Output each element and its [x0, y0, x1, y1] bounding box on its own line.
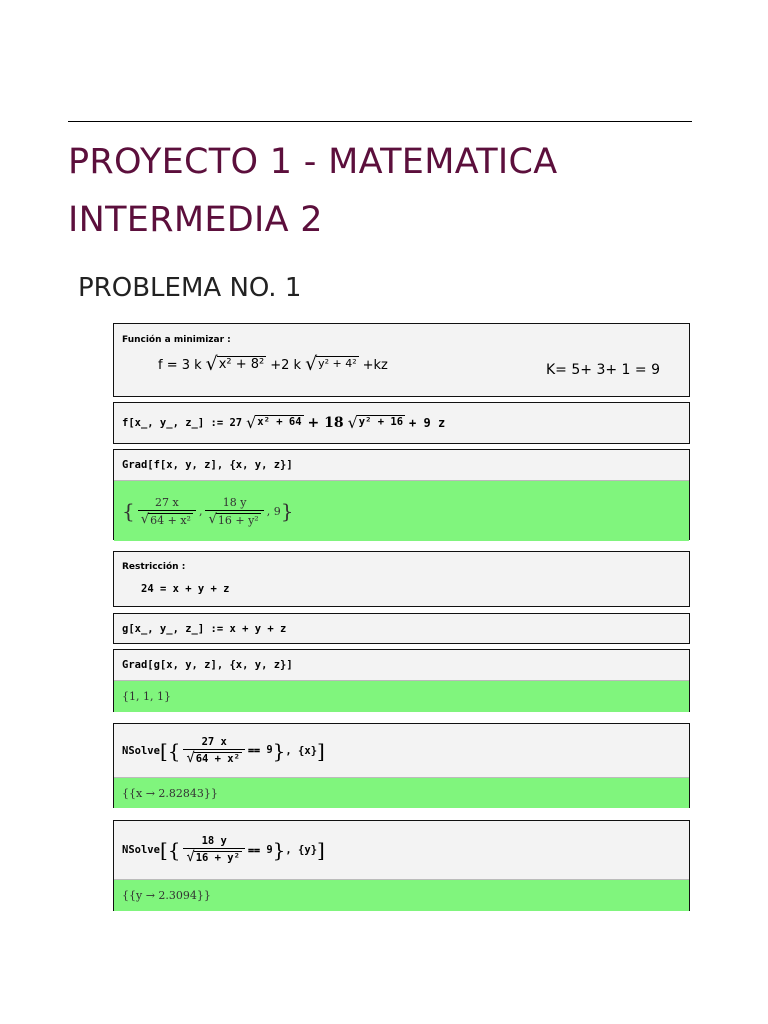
cell-g-definition[interactable]: g[x_, y_, z_] := x + y + z — [113, 613, 690, 644]
nsolve-x-var: {x} — [298, 744, 318, 757]
cell-function-definition — [113, 323, 690, 397]
cell-grad-g — [113, 649, 690, 712]
function-label: Función a minimizar : — [122, 335, 231, 345]
sqrt-expression-1: √ x² + 8² — [205, 354, 265, 375]
restriction-label: Restricción : — [122, 562, 186, 572]
grad-f-fraction-1: 27 x √ 64 + x² — [138, 496, 196, 527]
bracket-open: [{ — [159, 738, 181, 763]
grad-g-input[interactable]: Grad[g[x, y, z], {x, y, z}] — [122, 659, 293, 671]
nsolve-x-fraction: 27 x √ 64 + x² — [183, 736, 244, 766]
nsolve-x-head: NSolve — [122, 744, 160, 757]
nsolve-y-fraction: 18 y √ 16 + y² — [183, 835, 244, 865]
nsolve-x-rhs: ⩵ 9 — [247, 744, 273, 756]
grad-f-fraction-2: 18 y √ 16 + y² — [205, 496, 263, 527]
nsolve-x-output: {{x → 2.82843}} — [114, 777, 689, 808]
bracket-close: ] — [317, 838, 325, 862]
nsolve-y-output: {{y → 2.3094}} — [114, 879, 689, 911]
problem-heading: PROBLEMA NO. 1 — [78, 273, 302, 303]
sqrt-expression-2: √ y² + 4² — [305, 354, 357, 375]
f-mid: + 18 — [307, 415, 344, 431]
brace-open: { — [122, 499, 135, 523]
restriction-equation: 24 = x + y + z — [141, 583, 230, 595]
title-line-2: INTERMEDIA 2 — [68, 200, 323, 240]
nsolve-y-rhs: ⩵ 9 — [247, 843, 273, 856]
top-rule — [68, 121, 692, 122]
bracket-open: [{ — [159, 838, 181, 862]
bracket-close: ] — [317, 738, 325, 763]
cell-restriction — [113, 551, 690, 607]
f-sqrt-2: √ y² + 16 — [347, 413, 404, 433]
formula-prefix: f = 3 k — [158, 357, 202, 373]
grad-f-input[interactable]: Grad[f[x, y, z], {x, y, z}] — [122, 459, 293, 471]
title-line-1: PROYECTO 1 - MATEMATICA — [68, 142, 558, 182]
formula-mid: +2 k — [270, 357, 302, 373]
f-definition-lhs: f[x_, y_, z_] := 27 — [122, 417, 243, 429]
grad-f-last: 9 — [273, 504, 281, 518]
grad-g-output: {1, 1, 1} — [114, 680, 689, 712]
k-definition: K= 5+ 3+ 1 = 9 — [546, 362, 660, 378]
page-title — [68, 133, 708, 249]
cell-grad-f — [113, 449, 690, 540]
brace-close: } — [272, 738, 286, 763]
formula-suffix: +kz — [362, 357, 388, 373]
comma: , — [266, 504, 274, 518]
comma: , — [198, 504, 203, 518]
grad-f-output — [114, 480, 689, 541]
f-end: + 9 z — [409, 416, 446, 430]
nsolve-y-input[interactable]: NSolve [{ 18 y √ 16 + y² ⩵ 9 } , {y} ] — [122, 835, 325, 866]
cell-f-definition[interactable] — [113, 402, 690, 444]
f-sqrt-1: √ x² + 64 — [246, 413, 302, 433]
brace-close: } — [272, 838, 286, 862]
nsolve-x-input[interactable]: NSolve [{ 27 x √ 64 + x² ⩵ 9 } , {x} ] — [122, 735, 325, 766]
objective-formula — [158, 356, 388, 375]
cell-nsolve-x — [113, 723, 690, 808]
nsolve-y-head: NSolve — [122, 844, 160, 856]
cell-nsolve-y — [113, 820, 690, 911]
nsolve-y-var: {y} — [298, 844, 318, 856]
brace-close: } — [280, 499, 294, 523]
